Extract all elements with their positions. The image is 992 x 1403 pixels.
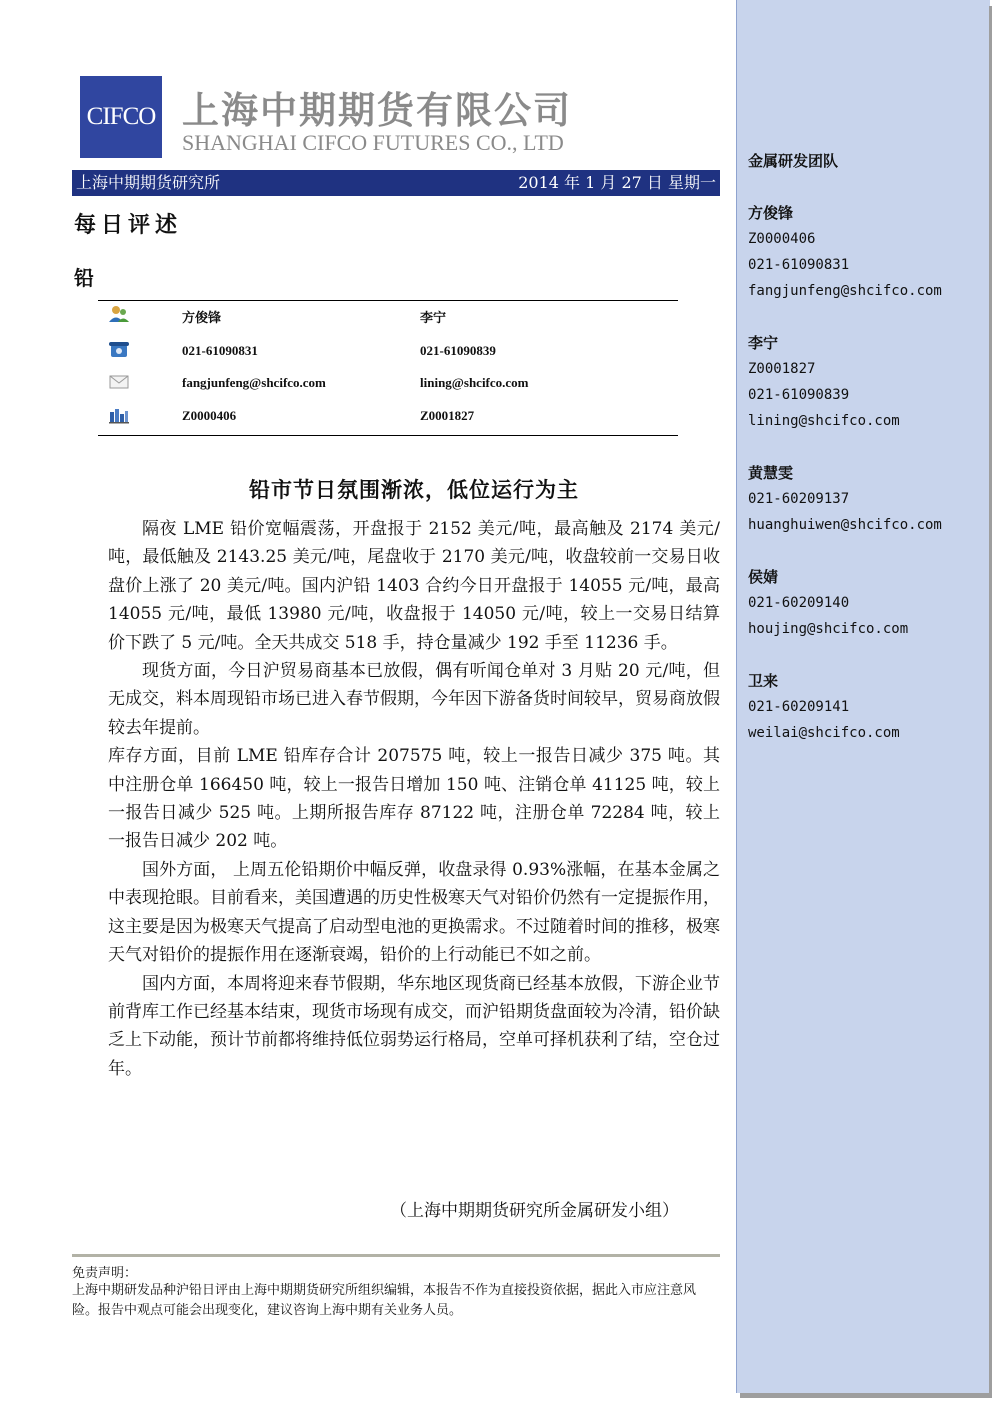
contact-phone-2: 021-61090839 [420, 343, 496, 358]
team-member [748, 460, 942, 538]
member-email: huanghuiwen@shcifco.com [748, 517, 942, 533]
contact-table [98, 300, 678, 436]
company-name-cn: 上海中期期货有限公司 [182, 89, 572, 132]
member-email: houjing@shcifco.com [748, 621, 909, 637]
contact-row-names [98, 305, 678, 327]
envelope-icon [108, 373, 130, 391]
article-paragraph-3: 库存方面，目前 LME 铅库存合计 207575 吨，较上一报告日减少 375 吨。其中注册仓单 166450 吨，较上一报告日增加 150 吨、注销仓单 41125 吨，较上一报告日减少 525 吨。上期所报告库存 87122 吨，注册仓单 72284 吨，较上一报告日减少 202 吨。 [108, 746, 720, 852]
contact-name-2: 李宁 [420, 311, 447, 326]
member-name: 侯婧 [748, 568, 779, 586]
team-member [748, 200, 942, 304]
contact-name-1: 方俊锋 [182, 311, 222, 326]
member-id: Z0000406 [748, 231, 816, 247]
team-member [748, 330, 900, 434]
disclaimer-title: 免责声明： [72, 1266, 138, 1281]
member-email: lining@shcifco.com [748, 413, 900, 429]
certificate-icon [108, 406, 130, 424]
member-name: 卫来 [748, 672, 779, 690]
member-name: 黄慧雯 [748, 464, 794, 482]
report-date: 2014 年 1 月 27 日 星期一 [518, 173, 716, 192]
contact-email-1: fangjunfeng@shcifco.com [182, 375, 326, 390]
commodity-label: 铅 [74, 266, 94, 290]
member-email: weilai@shcifco.com [748, 725, 900, 741]
institute-name: 上海中期期货研究所 [76, 173, 221, 192]
member-name: 方俊锋 [748, 204, 794, 222]
team-member [748, 564, 908, 642]
contact-id-2: Z0001827 [420, 408, 475, 423]
article-body [108, 515, 720, 1083]
sidebar-shadow [740, 1393, 992, 1398]
team-title: 金属研发团队 [748, 152, 839, 170]
article-paragraph-4: 国外方面， 上周五伦铅期价中幅反弹，收盘录得 0.93%涨幅，在基本金属之中表现抢眼。目前看来，美国遭遇的历史性极寒天气对铅价仍然有一定提振作用，这主要是因为极寒天气提高了启动型电池的更换需求。不过随着时间的推移，极寒天气对铅价的提振作用在逐渐衰竭，铅价的上行动能已不如之前。 [108, 859, 720, 966]
member-phone: 021-60209141 [748, 699, 850, 715]
article-paragraph-2: 现货方面，今日沪贸易商基本已放假，偶有听闻仓单对 3 月贴 20 元/吨，但无成交，料本周现铅市场已进入春节假期，今年因下游备货时间较早，贸易商放假较去年提前。 [108, 661, 720, 738]
contact-row-emails [98, 373, 678, 395]
company-name-en: SHANGHAI CIFCO FUTURES CO., LTD [182, 130, 564, 155]
disclaimer-divider [72, 1254, 720, 1257]
person-icon [108, 305, 130, 323]
section-title: 每日评述 [74, 212, 183, 238]
member-phone: 021-61090839 [748, 387, 850, 403]
disclaimer-text: 上海中期研发品种沪铅日评由上海中期期货研究所组织编辑，本报告不作为直接投资依据，据此入市应注意风险。报告中观点可能会出现变化，建议咨询上海中期有关业务人员。 [72, 1283, 697, 1318]
cifco-logo: CIFCO [80, 76, 162, 158]
member-name: 李宁 [748, 334, 779, 352]
member-email: fangjunfeng@shcifco.com [748, 283, 942, 299]
member-phone: 021-60209137 [748, 491, 850, 507]
contact-row-phones [98, 341, 678, 363]
contact-row-ids [98, 406, 678, 428]
article-paragraph-5: 国内方面，本周将迎来春节假期，华东地区现货商已经基本放假，下游企业节前背库工作已经基本结束，现货市场现有成交，而沪铅期货盘面较为冷清，铅价缺乏上下动能，预计节前都将维持低位弱势运行格局，空单可择机获利了结，空仓过年。 [108, 973, 720, 1079]
header-bar [72, 170, 720, 196]
article-signature: （上海中期期货研究所金属研发小组） [390, 1201, 679, 1221]
phone-icon [108, 341, 130, 359]
contact-phone-1: 021-61090831 [182, 343, 258, 358]
member-id: Z0001827 [748, 361, 816, 377]
member-phone: 021-61090831 [748, 257, 850, 273]
article-paragraph-1: 隔夜 LME 铅价宽幅震荡，开盘报于 2152 美元/吨，最高触及 2174 美元/吨，最低触及 2143.25 美元/吨，尾盘收于 2170 美元/吨，收盘较前一交易日收盘价上涨了 20 美元/吨。国内沪铅 1403 合约今日开盘报于 14055 元/吨，最高 14055 元/吨，最低 13980 元/吨，收盘报于 14050 元/吨，较上一交易日结算价下跌了 5 元/吨。全天共成交 518 手，持仓量减少 192 手至 11236 手。 [108, 519, 720, 653]
article-title: 铅市节日氛围渐浓，低位运行为主 [249, 477, 579, 502]
member-phone: 021-60209140 [748, 595, 850, 611]
team-member [748, 668, 900, 746]
contact-id-1: Z0000406 [182, 408, 237, 423]
contact-email-2: lining@shcifco.com [420, 375, 529, 390]
